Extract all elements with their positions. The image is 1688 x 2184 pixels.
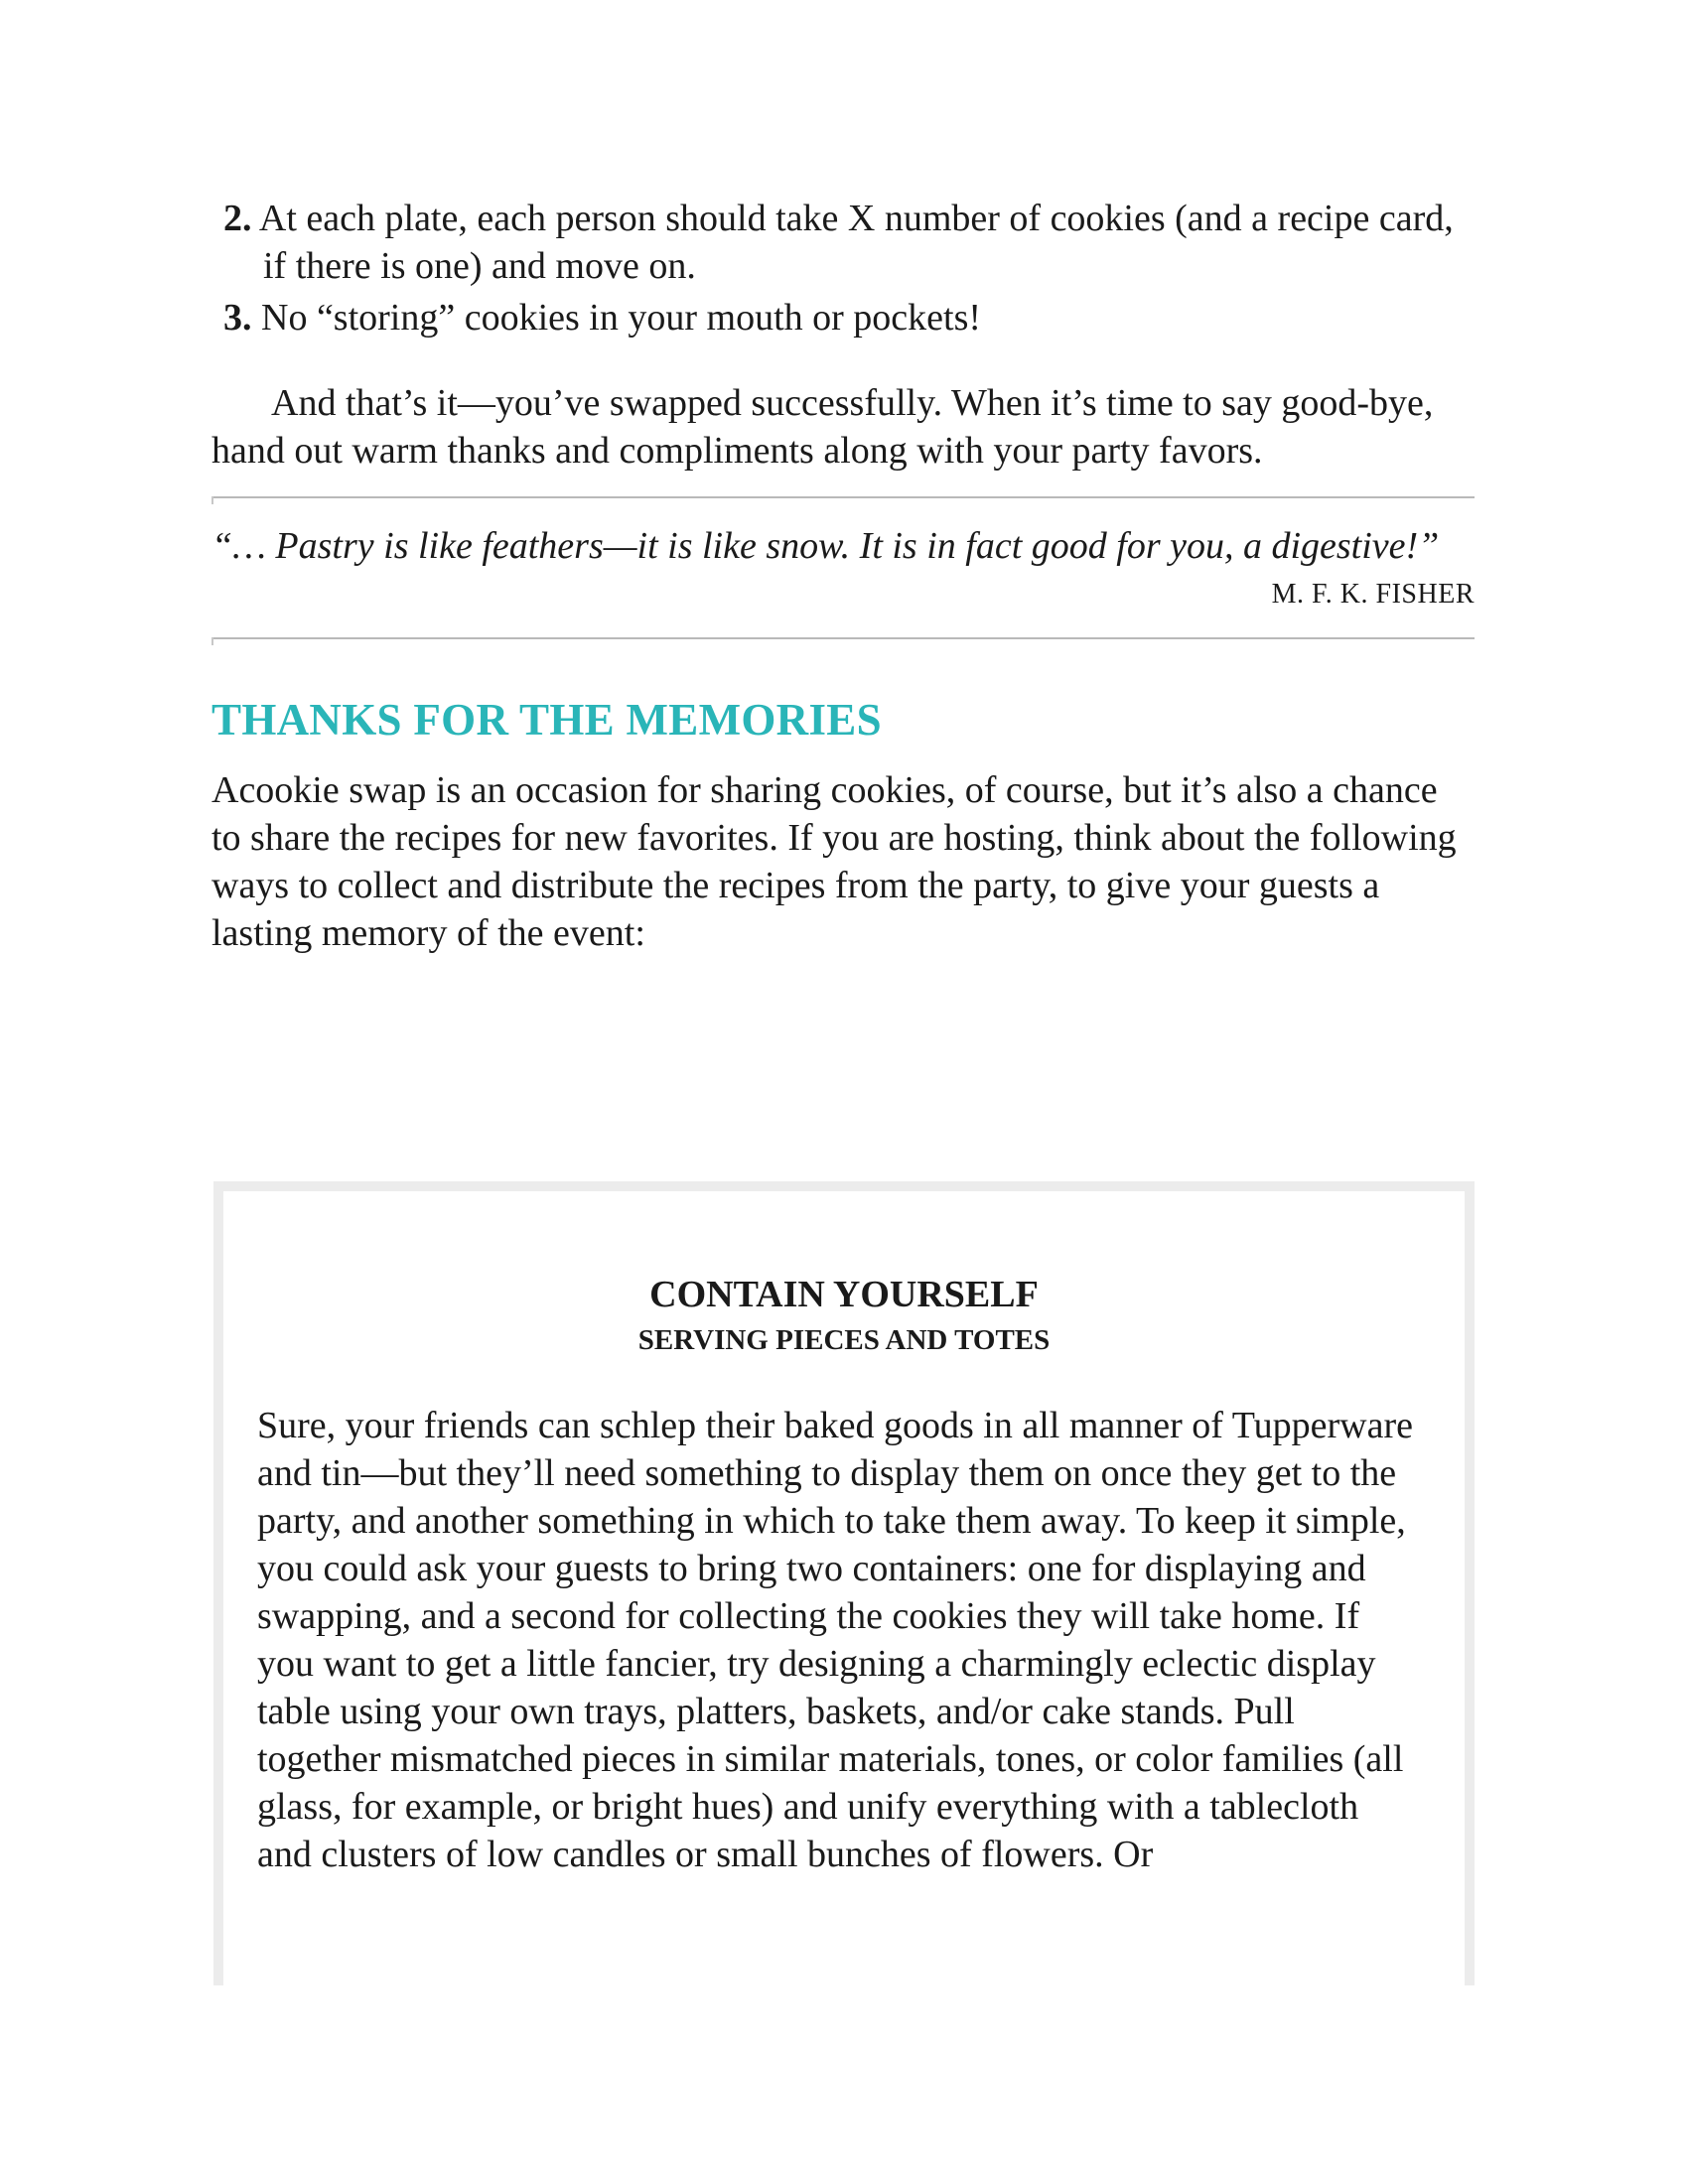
sidebar-subtitle: SERVING PIECES AND TOTES <box>637 1324 1051 1356</box>
page-content <box>211 195 1475 957</box>
list-text: At each plate, each person should take X number of cookies (and a recipe card, if there is one) and move on. <box>258 198 1454 287</box>
list-number: 2. <box>223 198 252 239</box>
list-item <box>211 294 1475 341</box>
epigraph-quote: “… Pastry is like feathers—it is like snow. It is in fact good for you, a digestive!” <box>211 525 1440 567</box>
quote-attribution: M. F. K. FISHER <box>1271 579 1475 610</box>
quote-top-rule <box>211 496 1475 498</box>
quote-bottom-rule <box>211 637 1475 639</box>
list-item <box>211 195 1475 290</box>
section-heading: THANKS FOR THE MEMORIES <box>211 695 882 745</box>
list-text: No “storing” cookies in your mouth or pockets! <box>261 297 982 339</box>
section-body: Acookie swap is an occasion for sharing cookies, of course, but it’s also a chance to share the recipes for new favorites. If you are hosting, think about the following ways to collect and distribute the recipes from the party, to give your guests a lasting memory of the event: <box>211 769 1457 954</box>
sidebar-title: CONTAIN YOURSELF <box>649 1274 1039 1315</box>
closing-paragraph: And that’s it—you’ve swapped successfully. When it’s time to say good-bye, hand out warm thanks and compliments along with your party favors. <box>211 382 1434 472</box>
sidebar-box <box>213 1181 1475 1985</box>
list-number: 3. <box>223 297 252 339</box>
sidebar-body: Sure, your friends can schlep their baked goods in all manner of Tupperware and tin—but they’ll need something to display them on once they get to the party, and another something in which to take them away. To keep it simple, you could ask your guests to bring two containers: one for displaying and swapping, and a second for collecting the cookies they will take home. If you want to get a little fancier, try designing a charmingly eclectic display table using your own trays, platters, baskets, and/or cake stands. Pull together mismatched pieces in similar materials, tones, or color families (all glass, for example, or bright hues) and unify everything with a tablecloth and clusters of low candles or small bunches of flowers. Or <box>257 1405 1413 1875</box>
